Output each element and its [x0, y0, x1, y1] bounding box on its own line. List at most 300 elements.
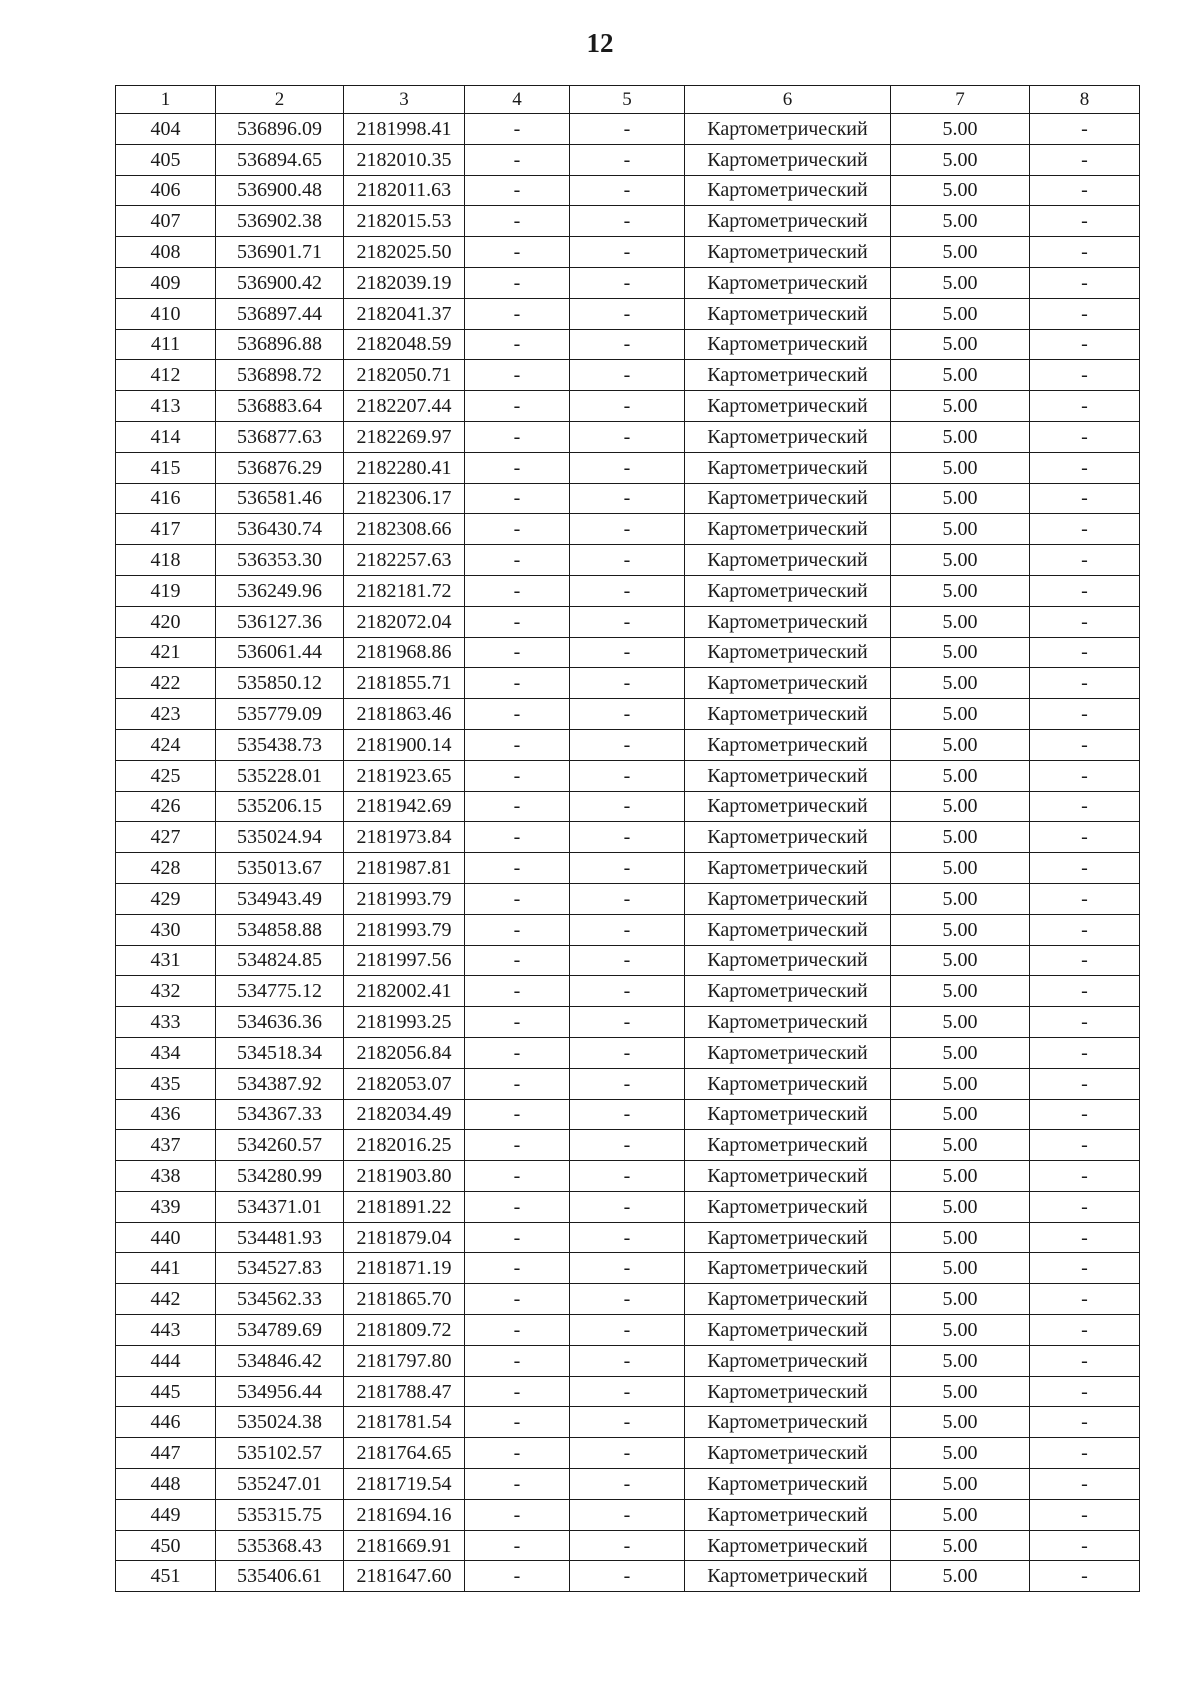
cell-col-8: -	[1030, 1037, 1140, 1068]
cell-col-5: -	[570, 483, 685, 514]
cell-x-coordinate: 535438.73	[216, 729, 344, 760]
cell-col-5: -	[570, 1007, 685, 1038]
cell-y-coordinate: 2182048.59	[344, 329, 465, 360]
cell-x-coordinate: 534562.33	[216, 1284, 344, 1315]
cell-x-coordinate: 534824.85	[216, 945, 344, 976]
cell-col-8: -	[1030, 1315, 1140, 1346]
cell-point-number: 446	[116, 1407, 216, 1438]
cell-y-coordinate: 2182002.41	[344, 976, 465, 1007]
table-row	[116, 1561, 1140, 1592]
cell-accuracy: 5.00	[891, 668, 1030, 699]
cell-y-coordinate: 2182053.07	[344, 1068, 465, 1099]
cell-col-4: -	[465, 1130, 570, 1161]
cell-method: Картометрический	[685, 1530, 891, 1561]
cell-col-8: -	[1030, 452, 1140, 483]
cell-accuracy: 5.00	[891, 1530, 1030, 1561]
cell-y-coordinate: 2181694.16	[344, 1499, 465, 1530]
cell-x-coordinate: 534518.34	[216, 1037, 344, 1068]
cell-accuracy: 5.00	[891, 298, 1030, 329]
cell-point-number: 420	[116, 606, 216, 637]
cell-col-5: -	[570, 452, 685, 483]
cell-y-coordinate: 2181903.80	[344, 1161, 465, 1192]
cell-accuracy: 5.00	[891, 1284, 1030, 1315]
cell-method: Картометрический	[685, 1315, 891, 1346]
cell-col-4: -	[465, 1530, 570, 1561]
cell-point-number: 421	[116, 637, 216, 668]
cell-accuracy: 5.00	[891, 1007, 1030, 1038]
cell-col-4: -	[465, 298, 570, 329]
cell-point-number: 444	[116, 1345, 216, 1376]
cell-col-8: -	[1030, 545, 1140, 576]
cell-col-5: -	[570, 945, 685, 976]
cell-y-coordinate: 2182011.63	[344, 175, 465, 206]
cell-y-coordinate: 2181719.54	[344, 1469, 465, 1500]
cell-y-coordinate: 2182308.66	[344, 514, 465, 545]
cell-col-4: -	[465, 1469, 570, 1500]
table-row	[116, 914, 1140, 945]
cell-point-number: 414	[116, 421, 216, 452]
cell-col-4: -	[465, 1161, 570, 1192]
cell-method: Картометрический	[685, 729, 891, 760]
cell-x-coordinate: 534846.42	[216, 1345, 344, 1376]
cell-y-coordinate: 2182010.35	[344, 144, 465, 175]
cell-col-8: -	[1030, 1130, 1140, 1161]
table-header	[116, 86, 1140, 114]
table-row	[116, 1284, 1140, 1315]
cell-col-8: -	[1030, 1099, 1140, 1130]
column-header-6: 6	[685, 86, 891, 114]
cell-point-number: 440	[116, 1222, 216, 1253]
cell-x-coordinate: 534481.93	[216, 1222, 344, 1253]
cell-point-number: 419	[116, 575, 216, 606]
cell-col-4: -	[465, 237, 570, 268]
cell-col-8: -	[1030, 114, 1140, 145]
cell-method: Картометрический	[685, 267, 891, 298]
cell-col-8: -	[1030, 144, 1140, 175]
table-row	[116, 729, 1140, 760]
cell-method: Картометрический	[685, 1284, 891, 1315]
cell-col-5: -	[570, 1253, 685, 1284]
cell-x-coordinate: 534789.69	[216, 1315, 344, 1346]
cell-col-8: -	[1030, 360, 1140, 391]
table-row	[116, 699, 1140, 730]
cell-col-4: -	[465, 883, 570, 914]
cell-method: Картометрический	[685, 760, 891, 791]
table-row	[116, 1407, 1140, 1438]
cell-col-8: -	[1030, 391, 1140, 422]
cell-x-coordinate: 536430.74	[216, 514, 344, 545]
cell-col-8: -	[1030, 1561, 1140, 1592]
cell-x-coordinate: 535013.67	[216, 853, 344, 884]
cell-accuracy: 5.00	[891, 729, 1030, 760]
cell-col-4: -	[465, 1222, 570, 1253]
cell-method: Картометрический	[685, 637, 891, 668]
cell-accuracy: 5.00	[891, 360, 1030, 391]
cell-col-5: -	[570, 914, 685, 945]
cell-x-coordinate: 535102.57	[216, 1438, 344, 1469]
coordinates-table	[115, 85, 1140, 1592]
cell-col-8: -	[1030, 914, 1140, 945]
cell-col-5: -	[570, 1345, 685, 1376]
table-row	[116, 1253, 1140, 1284]
table-row	[116, 668, 1140, 699]
cell-point-number: 450	[116, 1530, 216, 1561]
cell-col-5: -	[570, 853, 685, 884]
cell-y-coordinate: 2182181.72	[344, 575, 465, 606]
cell-y-coordinate: 2181865.70	[344, 1284, 465, 1315]
cell-accuracy: 5.00	[891, 976, 1030, 1007]
cell-point-number: 413	[116, 391, 216, 422]
cell-x-coordinate: 535206.15	[216, 791, 344, 822]
cell-y-coordinate: 2181968.86	[344, 637, 465, 668]
cell-point-number: 447	[116, 1438, 216, 1469]
cell-accuracy: 5.00	[891, 1499, 1030, 1530]
cell-col-5: -	[570, 606, 685, 637]
cell-x-coordinate: 536883.64	[216, 391, 344, 422]
cell-method: Картометрический	[685, 175, 891, 206]
cell-col-5: -	[570, 267, 685, 298]
cell-y-coordinate: 2182306.17	[344, 483, 465, 514]
cell-col-4: -	[465, 1253, 570, 1284]
cell-method: Картометрический	[685, 1407, 891, 1438]
cell-x-coordinate: 535024.94	[216, 822, 344, 853]
cell-y-coordinate: 2182034.49	[344, 1099, 465, 1130]
cell-col-4: -	[465, 1499, 570, 1530]
cell-point-number: 437	[116, 1130, 216, 1161]
cell-col-8: -	[1030, 853, 1140, 884]
cell-method: Картометрический	[685, 822, 891, 853]
cell-point-number: 429	[116, 883, 216, 914]
cell-point-number: 416	[116, 483, 216, 514]
cell-col-5: -	[570, 1161, 685, 1192]
cell-point-number: 410	[116, 298, 216, 329]
cell-method: Картометрический	[685, 1068, 891, 1099]
cell-method: Картометрический	[685, 1438, 891, 1469]
cell-method: Картометрический	[685, 1469, 891, 1500]
cell-col-4: -	[465, 329, 570, 360]
cell-y-coordinate: 2181993.25	[344, 1007, 465, 1038]
column-header-1: 1	[116, 86, 216, 114]
cell-method: Картометрический	[685, 699, 891, 730]
cell-col-8: -	[1030, 883, 1140, 914]
cell-x-coordinate: 536581.46	[216, 483, 344, 514]
table-row	[116, 1007, 1140, 1038]
table-row	[116, 1438, 1140, 1469]
cell-point-number: 434	[116, 1037, 216, 1068]
cell-col-5: -	[570, 1561, 685, 1592]
table-row	[116, 1530, 1140, 1561]
cell-point-number: 442	[116, 1284, 216, 1315]
cell-accuracy: 5.00	[891, 1345, 1030, 1376]
cell-col-8: -	[1030, 1438, 1140, 1469]
table-row	[116, 1376, 1140, 1407]
table-row	[116, 1191, 1140, 1222]
cell-col-5: -	[570, 729, 685, 760]
cell-x-coordinate: 535228.01	[216, 760, 344, 791]
cell-accuracy: 5.00	[891, 822, 1030, 853]
cell-method: Картометрический	[685, 1253, 891, 1284]
cell-method: Картометрический	[685, 206, 891, 237]
cell-x-coordinate: 536900.48	[216, 175, 344, 206]
cell-method: Картометрический	[685, 114, 891, 145]
cell-method: Картометрический	[685, 914, 891, 945]
cell-col-5: -	[570, 668, 685, 699]
column-header-8: 8	[1030, 86, 1140, 114]
cell-x-coordinate: 536900.42	[216, 267, 344, 298]
cell-method: Картометрический	[685, 1161, 891, 1192]
cell-col-8: -	[1030, 329, 1140, 360]
cell-col-4: -	[465, 1068, 570, 1099]
cell-method: Картометрический	[685, 1037, 891, 1068]
table-row	[116, 1222, 1140, 1253]
table-row	[116, 421, 1140, 452]
cell-col-5: -	[570, 1222, 685, 1253]
cell-col-5: -	[570, 637, 685, 668]
table-row	[116, 606, 1140, 637]
cell-col-4: -	[465, 1284, 570, 1315]
cell-col-4: -	[465, 1191, 570, 1222]
cell-col-8: -	[1030, 791, 1140, 822]
cell-col-4: -	[465, 914, 570, 945]
cell-col-5: -	[570, 883, 685, 914]
cell-accuracy: 5.00	[891, 483, 1030, 514]
cell-col-4: -	[465, 1376, 570, 1407]
table-row	[116, 114, 1140, 145]
cell-point-number: 449	[116, 1499, 216, 1530]
cell-point-number: 436	[116, 1099, 216, 1130]
cell-method: Картометрический	[685, 1499, 891, 1530]
cell-point-number: 406	[116, 175, 216, 206]
cell-y-coordinate: 2181781.54	[344, 1407, 465, 1438]
cell-col-8: -	[1030, 1007, 1140, 1038]
cell-y-coordinate: 2181669.91	[344, 1530, 465, 1561]
cell-x-coordinate: 534943.49	[216, 883, 344, 914]
cell-y-coordinate: 2182072.04	[344, 606, 465, 637]
cell-col-5: -	[570, 1530, 685, 1561]
cell-y-coordinate: 2182056.84	[344, 1037, 465, 1068]
cell-col-4: -	[465, 360, 570, 391]
cell-col-4: -	[465, 206, 570, 237]
table-row	[116, 1037, 1140, 1068]
cell-x-coordinate: 535368.43	[216, 1530, 344, 1561]
cell-col-5: -	[570, 391, 685, 422]
cell-x-coordinate: 536894.65	[216, 144, 344, 175]
cell-col-8: -	[1030, 206, 1140, 237]
cell-y-coordinate: 2182050.71	[344, 360, 465, 391]
cell-col-4: -	[465, 1007, 570, 1038]
cell-method: Картометрический	[685, 1130, 891, 1161]
cell-method: Картометрический	[685, 1376, 891, 1407]
cell-point-number: 409	[116, 267, 216, 298]
table-row	[116, 483, 1140, 514]
cell-col-8: -	[1030, 760, 1140, 791]
cell-y-coordinate: 2182041.37	[344, 298, 465, 329]
cell-col-5: -	[570, 575, 685, 606]
cell-col-4: -	[465, 791, 570, 822]
cell-col-4: -	[465, 853, 570, 884]
cell-method: Картометрический	[685, 1191, 891, 1222]
cell-x-coordinate: 534956.44	[216, 1376, 344, 1407]
cell-x-coordinate: 536127.36	[216, 606, 344, 637]
cell-x-coordinate: 534280.99	[216, 1161, 344, 1192]
cell-method: Картометрический	[685, 853, 891, 884]
cell-col-8: -	[1030, 1284, 1140, 1315]
cell-point-number: 448	[116, 1469, 216, 1500]
cell-point-number: 443	[116, 1315, 216, 1346]
cell-col-8: -	[1030, 1191, 1140, 1222]
cell-x-coordinate: 534775.12	[216, 976, 344, 1007]
table-row	[116, 883, 1140, 914]
cell-accuracy: 5.00	[891, 452, 1030, 483]
table-row	[116, 237, 1140, 268]
column-header-2: 2	[216, 86, 344, 114]
cell-col-8: -	[1030, 1068, 1140, 1099]
cell-method: Картометрический	[685, 1222, 891, 1253]
column-header-7: 7	[891, 86, 1030, 114]
cell-method: Картометрический	[685, 298, 891, 329]
header-row	[116, 86, 1140, 114]
cell-col-8: -	[1030, 699, 1140, 730]
cell-accuracy: 5.00	[891, 760, 1030, 791]
cell-col-5: -	[570, 360, 685, 391]
page-number: 12	[586, 28, 614, 58]
cell-point-number: 425	[116, 760, 216, 791]
table-body	[116, 114, 1140, 1592]
cell-col-8: -	[1030, 575, 1140, 606]
cell-col-4: -	[465, 391, 570, 422]
cell-y-coordinate: 2182257.63	[344, 545, 465, 576]
cell-col-8: -	[1030, 945, 1140, 976]
cell-col-5: -	[570, 545, 685, 576]
cell-col-5: -	[570, 114, 685, 145]
cell-accuracy: 5.00	[891, 1469, 1030, 1500]
cell-method: Картометрический	[685, 545, 891, 576]
cell-col-8: -	[1030, 421, 1140, 452]
cell-col-4: -	[465, 760, 570, 791]
cell-accuracy: 5.00	[891, 421, 1030, 452]
cell-accuracy: 5.00	[891, 514, 1030, 545]
cell-accuracy: 5.00	[891, 1130, 1030, 1161]
cell-accuracy: 5.00	[891, 791, 1030, 822]
cell-col-5: -	[570, 175, 685, 206]
cell-method: Картометрический	[685, 668, 891, 699]
cell-y-coordinate: 2182025.50	[344, 237, 465, 268]
cell-x-coordinate: 536902.38	[216, 206, 344, 237]
table-row	[116, 1099, 1140, 1130]
cell-point-number: 415	[116, 452, 216, 483]
cell-col-5: -	[570, 329, 685, 360]
cell-method: Картометрический	[685, 1561, 891, 1592]
cell-col-5: -	[570, 760, 685, 791]
cell-method: Картометрический	[685, 391, 891, 422]
cell-col-5: -	[570, 1099, 685, 1130]
cell-accuracy: 5.00	[891, 853, 1030, 884]
cell-col-4: -	[465, 822, 570, 853]
cell-x-coordinate: 535850.12	[216, 668, 344, 699]
cell-method: Картометрический	[685, 483, 891, 514]
table-row	[116, 760, 1140, 791]
cell-col-5: -	[570, 822, 685, 853]
cell-point-number: 407	[116, 206, 216, 237]
cell-method: Картометрический	[685, 976, 891, 1007]
cell-accuracy: 5.00	[891, 1099, 1030, 1130]
cell-col-8: -	[1030, 729, 1140, 760]
cell-col-4: -	[465, 945, 570, 976]
cell-x-coordinate: 534527.83	[216, 1253, 344, 1284]
cell-accuracy: 5.00	[891, 1438, 1030, 1469]
cell-y-coordinate: 2181879.04	[344, 1222, 465, 1253]
cell-col-5: -	[570, 1376, 685, 1407]
cell-col-8: -	[1030, 637, 1140, 668]
cell-method: Картометрический	[685, 237, 891, 268]
cell-method: Картометрический	[685, 606, 891, 637]
cell-y-coordinate: 2181942.69	[344, 791, 465, 822]
cell-col-4: -	[465, 976, 570, 1007]
table-row	[116, 452, 1140, 483]
cell-point-number: 417	[116, 514, 216, 545]
cell-accuracy: 5.00	[891, 1407, 1030, 1438]
cell-y-coordinate: 2181923.65	[344, 760, 465, 791]
cell-accuracy: 5.00	[891, 329, 1030, 360]
cell-x-coordinate: 534858.88	[216, 914, 344, 945]
cell-col-4: -	[465, 545, 570, 576]
cell-col-5: -	[570, 1130, 685, 1161]
table-row	[116, 1161, 1140, 1192]
cell-accuracy: 5.00	[891, 1191, 1030, 1222]
cell-col-8: -	[1030, 483, 1140, 514]
column-header-4: 4	[465, 86, 570, 114]
cell-y-coordinate: 2182016.25	[344, 1130, 465, 1161]
cell-x-coordinate: 536353.30	[216, 545, 344, 576]
cell-accuracy: 5.00	[891, 1068, 1030, 1099]
cell-col-4: -	[465, 729, 570, 760]
table-row	[116, 1499, 1140, 1530]
cell-col-5: -	[570, 1315, 685, 1346]
cell-point-number: 411	[116, 329, 216, 360]
cell-col-8: -	[1030, 1376, 1140, 1407]
table-row	[116, 1345, 1140, 1376]
cell-accuracy: 5.00	[891, 945, 1030, 976]
cell-accuracy: 5.00	[891, 637, 1030, 668]
cell-accuracy: 5.00	[891, 1037, 1030, 1068]
cell-accuracy: 5.00	[891, 883, 1030, 914]
cell-y-coordinate: 2181863.46	[344, 699, 465, 730]
cell-col-8: -	[1030, 1407, 1140, 1438]
cell-point-number: 408	[116, 237, 216, 268]
cell-point-number: 430	[116, 914, 216, 945]
cell-method: Картометрический	[685, 514, 891, 545]
cell-col-5: -	[570, 1438, 685, 1469]
cell-y-coordinate: 2181764.65	[344, 1438, 465, 1469]
cell-col-4: -	[465, 699, 570, 730]
cell-col-5: -	[570, 1068, 685, 1099]
table-row	[116, 267, 1140, 298]
cell-method: Картометрический	[685, 1007, 891, 1038]
table-row	[116, 1469, 1140, 1500]
cell-col-4: -	[465, 144, 570, 175]
cell-point-number: 441	[116, 1253, 216, 1284]
table-row	[116, 1315, 1140, 1346]
cell-point-number: 432	[116, 976, 216, 1007]
cell-x-coordinate: 536249.96	[216, 575, 344, 606]
cell-y-coordinate: 2181987.81	[344, 853, 465, 884]
cell-col-8: -	[1030, 298, 1140, 329]
cell-method: Картометрический	[685, 1345, 891, 1376]
cell-col-4: -	[465, 637, 570, 668]
cell-col-8: -	[1030, 1222, 1140, 1253]
column-header-5: 5	[570, 86, 685, 114]
cell-col-8: -	[1030, 606, 1140, 637]
